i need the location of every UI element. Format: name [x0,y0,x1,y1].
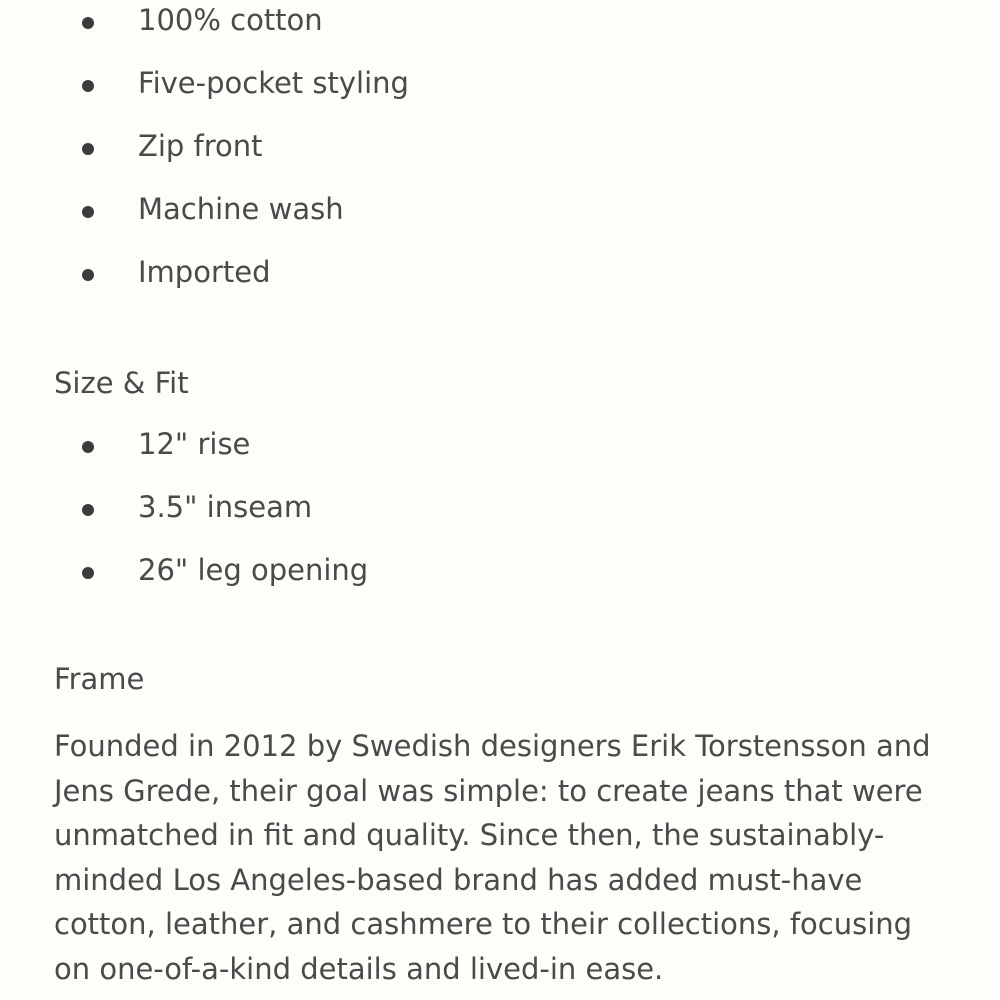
size-fit-text: 12" rise [138,427,251,461]
bullet-icon [82,504,94,516]
brand-heading: Frame [54,662,145,696]
bullet-icon [82,17,94,29]
feature-text: Zip front [138,129,263,163]
size-fit-heading: Size & Fit [54,366,189,400]
feature-text: Five-pocket styling [138,66,409,100]
bullet-icon [82,143,94,155]
brand-description: Founded in 2012 by Swedish designers Erik Torstensson and Jens Grede, their goal was simple: to create jeans that were unmatched in fit and quality. Since then, the sustainably-minded Los Angeles-based brand has added must-have cotton, leather, and cashmere to their collections, focusing on one-of-a-kind details and lived-in ease. [54,729,931,986]
bullet-icon [82,206,94,218]
feature-text: Machine wash [138,192,344,226]
feature-text: 100% cotton [138,3,323,37]
bullet-icon [82,80,94,92]
size-fit-text: 3.5" inseam [138,490,313,524]
bullet-icon [82,441,94,453]
bullet-icon [82,567,94,579]
feature-text: Imported [138,255,271,289]
size-fit-text: 26" leg opening [138,553,369,587]
bullet-icon [82,269,94,281]
